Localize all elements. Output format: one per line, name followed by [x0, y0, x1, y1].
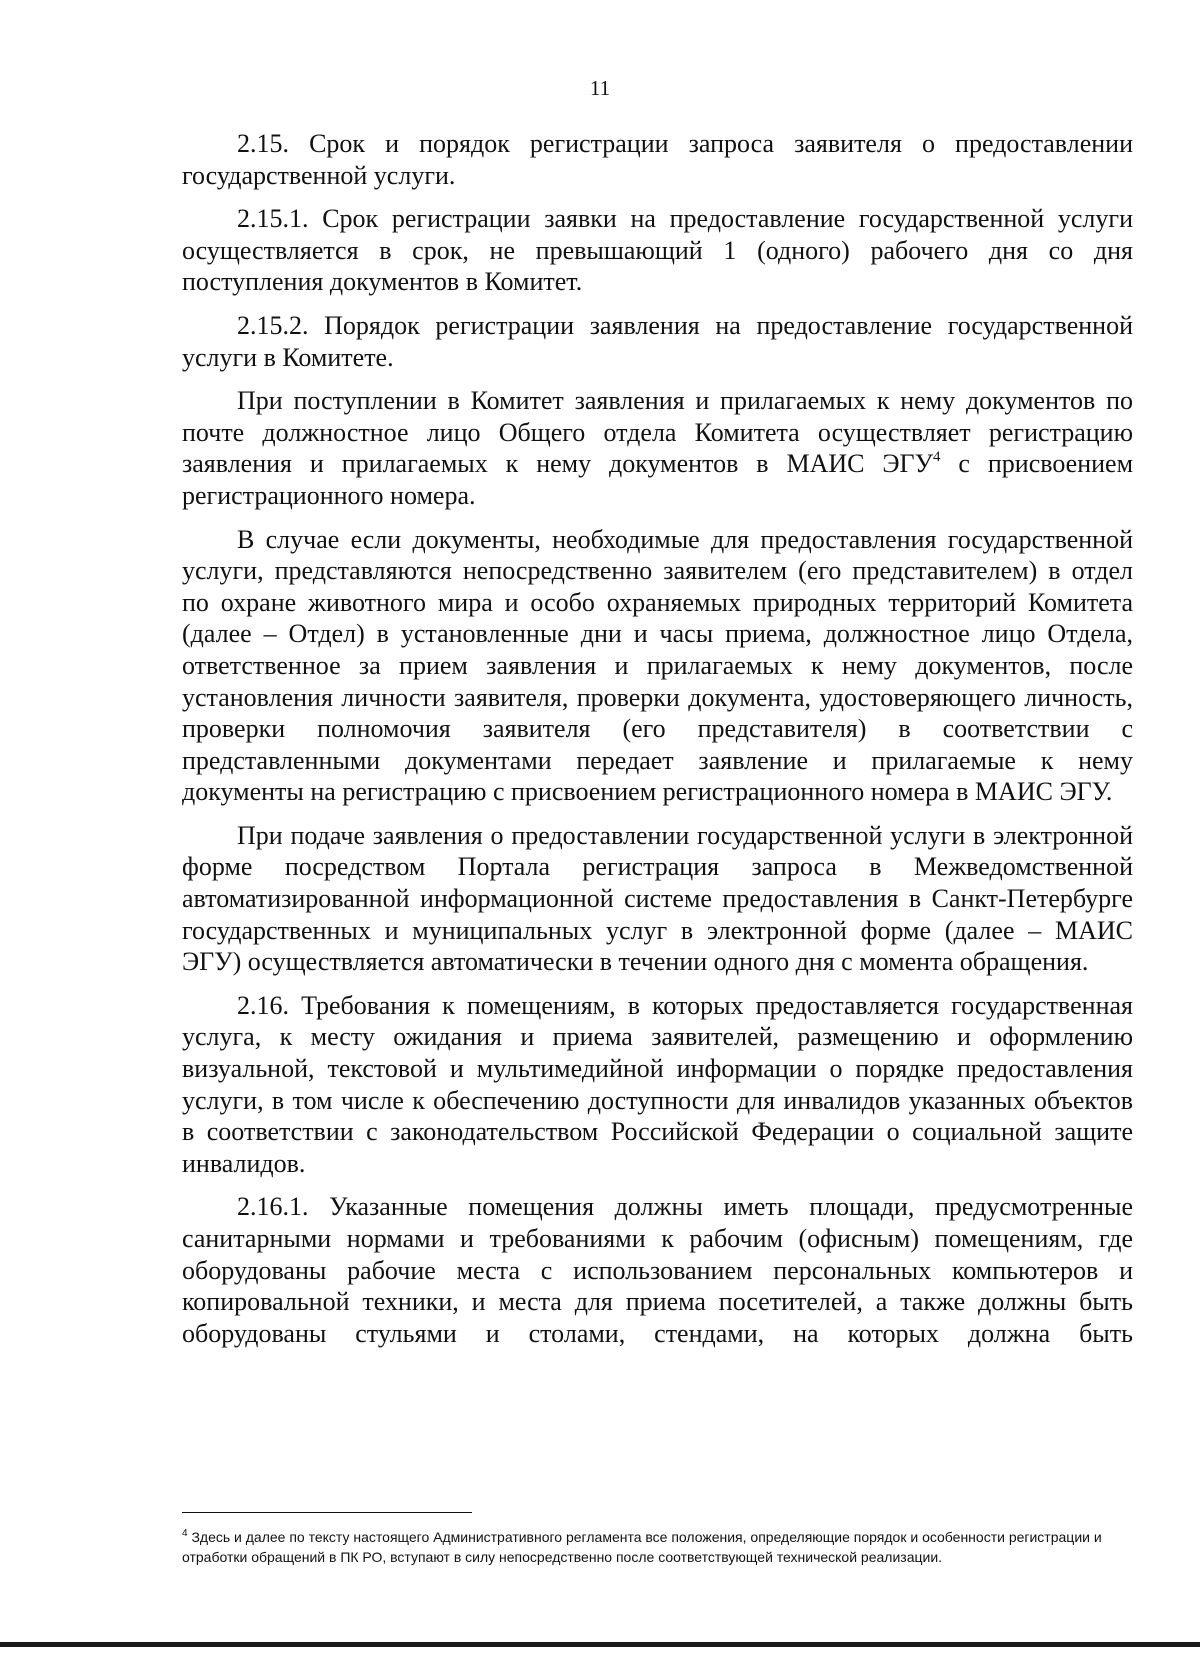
scan-edge-line	[0, 1642, 1200, 1647]
footnote-text: Здесь и далее по тексту настоящего Административного регламента все положения, определяющие порядок и особенности регистрации и отработки обращений в ПК РО, вступают в силу непосредственно после соответствующей технической реализации.	[182, 1529, 1102, 1565]
document-body	[182, 128, 1133, 1361]
footnote-reference: 4	[933, 449, 941, 466]
paragraph-electronic-submission: При подаче заявления о предоставлении государственной услуги в электронной форме посредством Портала регистрация запроса в Межведомственной автоматизированной информационной системе предоставления в Санкт-Петербурге государственных и муниципальных услуг в электронной форме (далее – МАИС ЭГУ) осуществляется автоматически в течении одного дня с момента обращения.	[182, 820, 1133, 977]
paragraph-2-16-1: 2.16.1. Указанные помещения должны иметь площади, предусмотренные санитарными нормами и требованиями к рабочим (офисным) помещениям, где оборудованы рабочие места с использованием персональных компьютеров и копировальной техники, и места для приема посетителей, а также должны быть оборудованы стульями и столами, стендами, на которых должна быть	[182, 1192, 1133, 1348]
paragraph-mail-registration-text: При поступлении в Комитет заявления и прилагаемых к нему документов по почте должностное лицо Общего отдела Комитета осуществляет регистрацию заявления и прилагаемых к нему документов в МАИС ЭГУ	[182, 386, 1133, 479]
paragraph-2-15-1: 2.15.1. Срок регистрации заявки на предоставление государственной услуги осуществляется в срок, не превышающий 1 (одного) рабочего дня со дня поступления документов в Комитет.	[182, 204, 1133, 297]
paragraph-2-15: 2.15. Срок и порядок регистрации запроса заявителя о предоставлении государственной услуги.	[182, 129, 1133, 190]
footnote	[182, 1528, 1102, 1567]
paragraph-2-15-2: 2.15.2. Порядок регистрации заявления на предоставление государственной услуги в Комитете.	[182, 310, 1133, 372]
page-number: 11	[589, 76, 611, 100]
paragraph-in-person-submission: В случае если документы, необходимые для предоставления государственной услуги, представляются непосредственно заявителем (его представителем) в отдел по охране животного мира и особо охраняемых природных территорий Комитета (далее – Отдел) в установленные дни и часы приема, должностное лицо Отдела, ответственное за прием заявления и прилагаемых к нему документов, после установления личности заявителя, проверки документа, удостоверяющего личность, проверки полномочия заявителя (его представителя) в соответствии с представленными документами передает заявление и прилагаемые к нему документы на регистрацию с присвоением регистрационного номера в МАИС ЭГУ.	[182, 524, 1133, 807]
footnote-mark: 4	[182, 1528, 188, 1539]
paragraph-mail-registration	[182, 385, 1133, 511]
footnote-separator	[182, 1512, 472, 1513]
paragraph-mail-registration-end: с присвоением регистрационного номера.	[182, 449, 1134, 510]
paragraph-2-16: 2.16. Требования к помещениям, в которых предоставляется государственная услуга, к месту ожидания и приема заявителей, размещению и оформлению визуальной, текстовой и мультимедийной информации о порядке предоставления услуги, в том числе к обеспечению доступности для инвалидов указанных объектов в соответствии с законодательством Российской Федерации о социальной защите инвалидов.	[182, 990, 1133, 1178]
